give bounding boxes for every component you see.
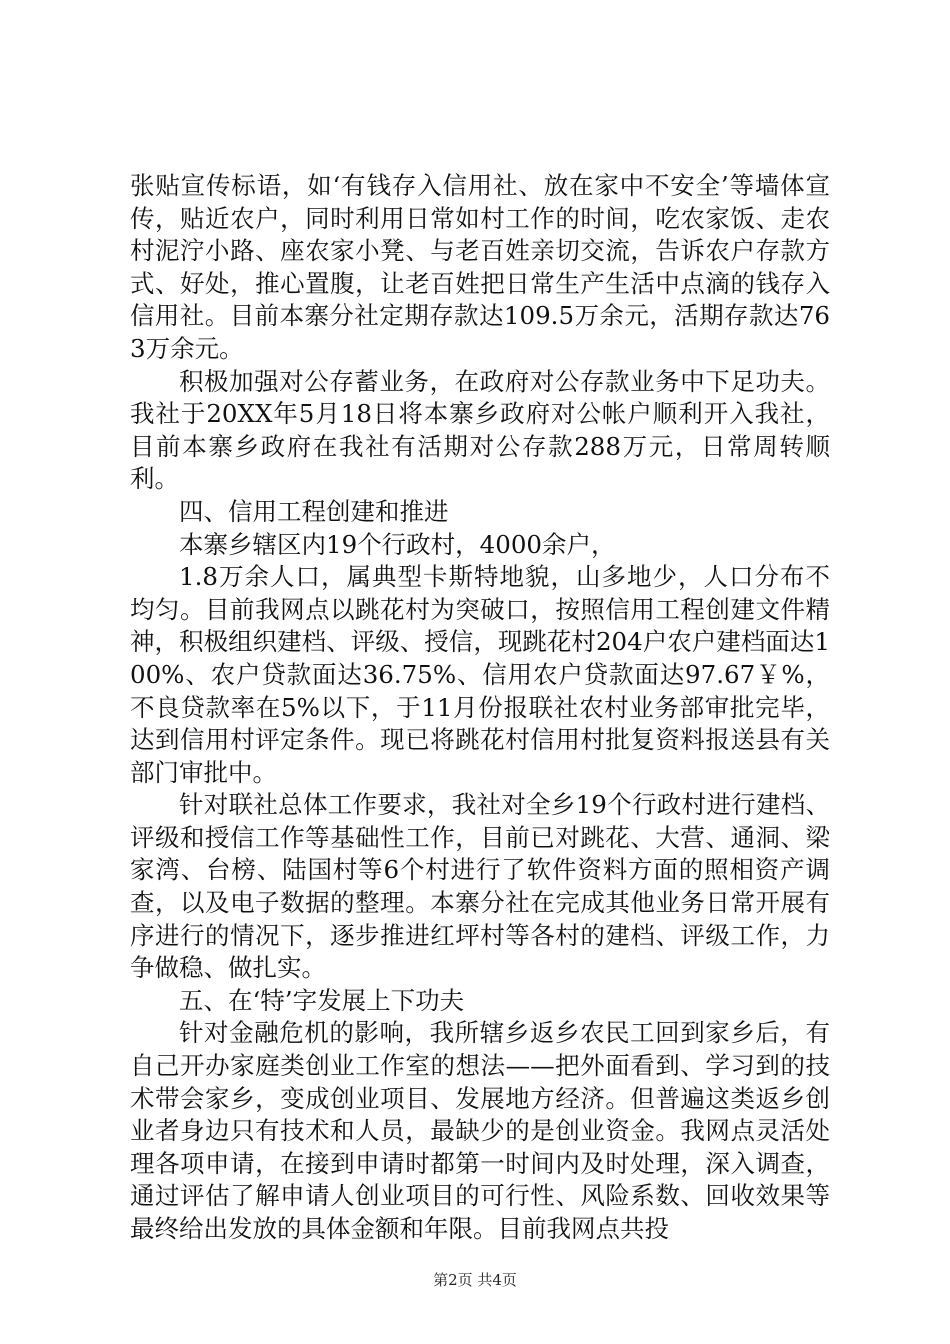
section-heading-credit-project: 四、信用工程创建和推进 (179, 496, 449, 526)
page-number-footer: 第2页 共4页 (433, 1271, 517, 1289)
paragraph-returning-workers: 针对金融危机的影响，我所辖乡返乡农民工回到家乡后，有自己开办家庭类创业工作室的想法——把外面看到、学习到的技术带会家乡，变成创业项目、发展地方经济。但普遍这类返乡创业者身边只有技术和人员，最缺少的是创业资金。我网点灵活处理各项申请，在接到申请时都第一时间内及时处理，深入调查，通过评估了解申请人创业项目的可行性、风险系数、回收效果等最终给出发放的具体金额和年限。目前我网点共投 (130, 1018, 830, 1243)
paragraph-public-deposit: 积极加强对公存蓄业务，在政府对公存款业务中下足功夫。我社于20XX年5月18日将本寨乡政府对公帐户顺利开入我社，目前本寨乡政府在我社有活期对公存款288万元，日常周转顺利。 (130, 366, 830, 494)
paragraph-archive-rating: 针对联社总体工作要求，我社对全乡19个行政村进行建档、评级和授信工作等基础性工作，目前已对跳花、大营、通洞、梁家湾、台榜、陆国村等6个村进行了软件资料方面的照相资产调查，以及电子数据的整理。本寨分社在完成其他业务日常开展有序进行的情况下，逐步推进红坪村等各村的建档、评级工作，力争做稳、做扎实。 (130, 790, 830, 983)
paragraph-deposit-promotion: 张贴宣传标语，如‘有钱存入信用社、放在家中不安全’等墙体宣传，贴近农户，同时利用日常如村工作的时间，吃农家饭、走农村泥泞小路、座农家小凳、与老百姓亲切交流，告诉农户存款方式、好处，推心置腹，让老百姓把日常生产生活中点滴的钱存入信用社。目前本寨分社定期存款达109.5万余元，活期存款达763万余元。 (130, 171, 830, 363)
section-heading-special-development: 五、在‘特’字发展上下功夫 (179, 985, 465, 1015)
paragraph-population-credit-village: 1.8万余人口，属典型卡斯特地貌，山多地少，人口分布不均匀。目前我网点以跳花村为突破口，按照信用工程创建文件精神，积极组织建档、评级、授信，现跳花村204户农户建档面达100%、农户贷款面达36.75%、信用农户贷款面达97.67￥%，不良贷款率在5%以下，于11月份报联社农村业务部审批完毕，达到信用村评定条件。现已将跳花村信用村批复资料报送县有关部门审批中。 (130, 562, 830, 787)
document-body (130, 170, 830, 1246)
paragraph-district-overview: 本寨乡辖区内19个行政村，4000余户， (179, 529, 616, 559)
